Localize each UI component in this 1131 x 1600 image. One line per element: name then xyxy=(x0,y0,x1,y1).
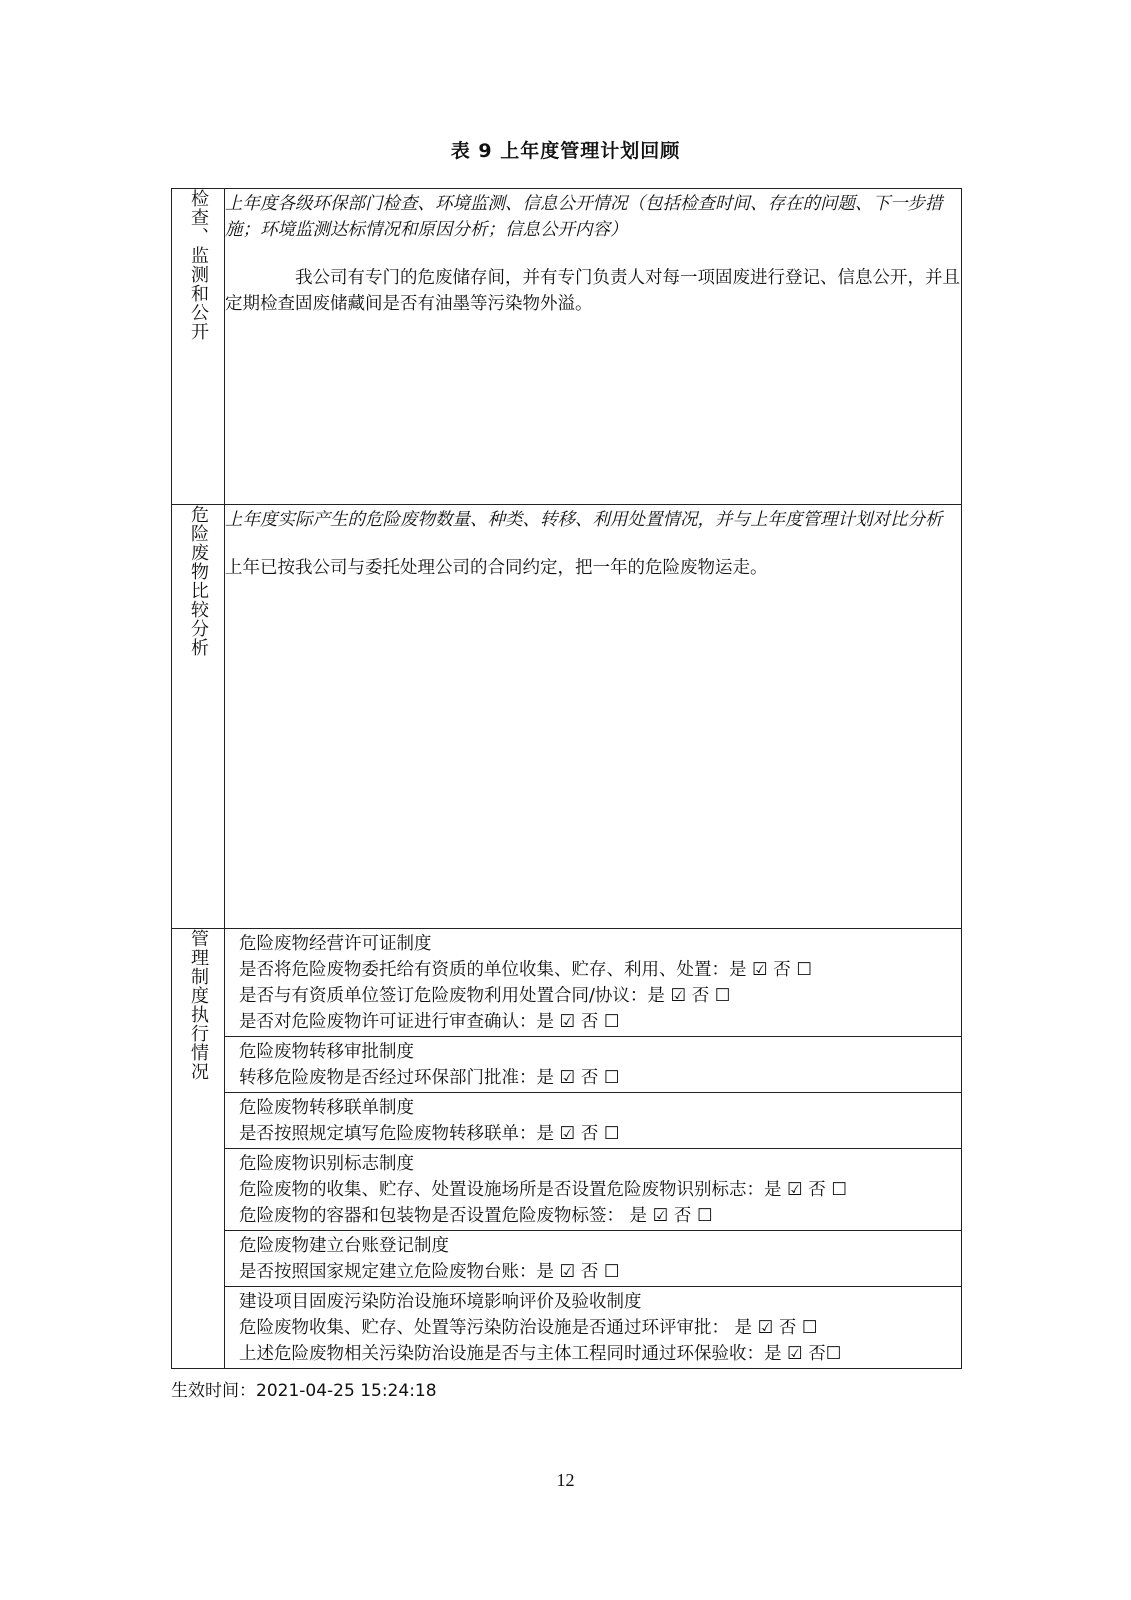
management-plan-review-table xyxy=(171,188,962,1369)
check-item: 危险废物收集、贮存、处置等污染防治设施是否通过环评审批： 是 ☑ 否 ☐ xyxy=(239,1318,818,1338)
management-group-row xyxy=(172,1037,962,1093)
management-group-4 xyxy=(225,1231,962,1287)
group-heading: 危险废物经营许可证制度 xyxy=(239,934,432,954)
inspection-label-cell xyxy=(172,189,225,505)
check-item: 危险废物的容器和包装物是否设置危险废物标签： 是 ☑ 否 ☐ xyxy=(239,1206,713,1226)
management-group-3 xyxy=(225,1149,962,1231)
group-heading: 危险废物建立台账登记制度 xyxy=(239,1236,449,1256)
management-group-row xyxy=(172,1149,962,1231)
management-group-5 xyxy=(225,1287,962,1369)
comparison-body: 上年已按我公司与委托处理公司的合同约定，把一年的危险废物运走。 xyxy=(225,558,768,578)
effective-time: 生效时间：2021-04-25 15:24:18 xyxy=(171,1381,437,1401)
check-item: 是否与有资质单位签订危险废物利用处置合同/协议：是 ☑ 否 ☐ xyxy=(239,986,731,1006)
inspection-row xyxy=(172,189,962,505)
check-item: 是否按照国家规定建立危险废物台账：是 ☑ 否 ☐ xyxy=(239,1262,620,1282)
page-number: 12 xyxy=(556,1470,575,1490)
group-heading: 危险废物转移联单制度 xyxy=(239,1098,414,1118)
comparison-label-cell xyxy=(172,505,225,929)
management-group-row xyxy=(172,1093,962,1149)
group-heading: 建设项目固废污染防治设施环境影响评价及验收制度 xyxy=(239,1292,642,1312)
management-group-0 xyxy=(225,929,962,1037)
page-title: 表 9 上年度管理计划回顾 xyxy=(450,140,681,162)
management-label-cell xyxy=(172,929,225,1369)
management-group-2 xyxy=(225,1093,962,1149)
group-heading: 危险废物识别标志制度 xyxy=(239,1154,414,1174)
inspection-body: 我公司有专门的危废储存间，并有专门负责人对每一项固废进行登记、信息公开，并且定期检查固废储藏间是否有油墨等污染物外溢。 xyxy=(225,268,960,314)
inspection-label: 检查、监测和公开 xyxy=(188,189,209,341)
group-heading: 危险废物转移审批制度 xyxy=(239,1042,414,1062)
check-item: 是否对危险废物许可证进行审查确认：是 ☑ 否 ☐ xyxy=(239,1012,620,1032)
management-label: 管理制度执行情况 xyxy=(188,929,209,1081)
comparison-label: 危险废物比较分析 xyxy=(188,505,209,657)
inspection-content-cell xyxy=(225,189,962,505)
inspection-hint: 上年度各级环保部门检查、环境监测、信息公开情况（包括检查时间、存在的问题、下一步措施；环境监测达标情况和原因分析；信息公开内容） xyxy=(225,194,943,240)
check-item: 转移危险废物是否经过环保部门批准：是 ☑ 否 ☐ xyxy=(239,1068,620,1088)
management-group-1 xyxy=(225,1037,962,1093)
comparison-content-cell xyxy=(225,505,962,929)
check-item: 是否将危险废物委托给有资质的单位收集、贮存、利用、处置：是 ☑ 否 ☐ xyxy=(239,960,813,980)
management-group-row xyxy=(172,1231,962,1287)
check-item: 上述危险废物相关污染防治设施是否与主体工程同时通过环保验收：是 ☑ 否☐ xyxy=(239,1344,842,1364)
management-group-row xyxy=(172,1287,962,1369)
check-item: 是否按照规定填写危险废物转移联单：是 ☑ 否 ☐ xyxy=(239,1124,620,1144)
comparison-hint: 上年度实际产生的危险废物数量、种类、转移、利用处置情况，并与上年度管理计划对比分析 xyxy=(225,510,943,530)
check-item: 危险废物的收集、贮存、处置设施场所是否设置危险废物识别标志：是 ☑ 否 ☐ xyxy=(239,1180,848,1200)
comparison-row xyxy=(172,505,962,929)
management-group-row xyxy=(172,929,962,1037)
